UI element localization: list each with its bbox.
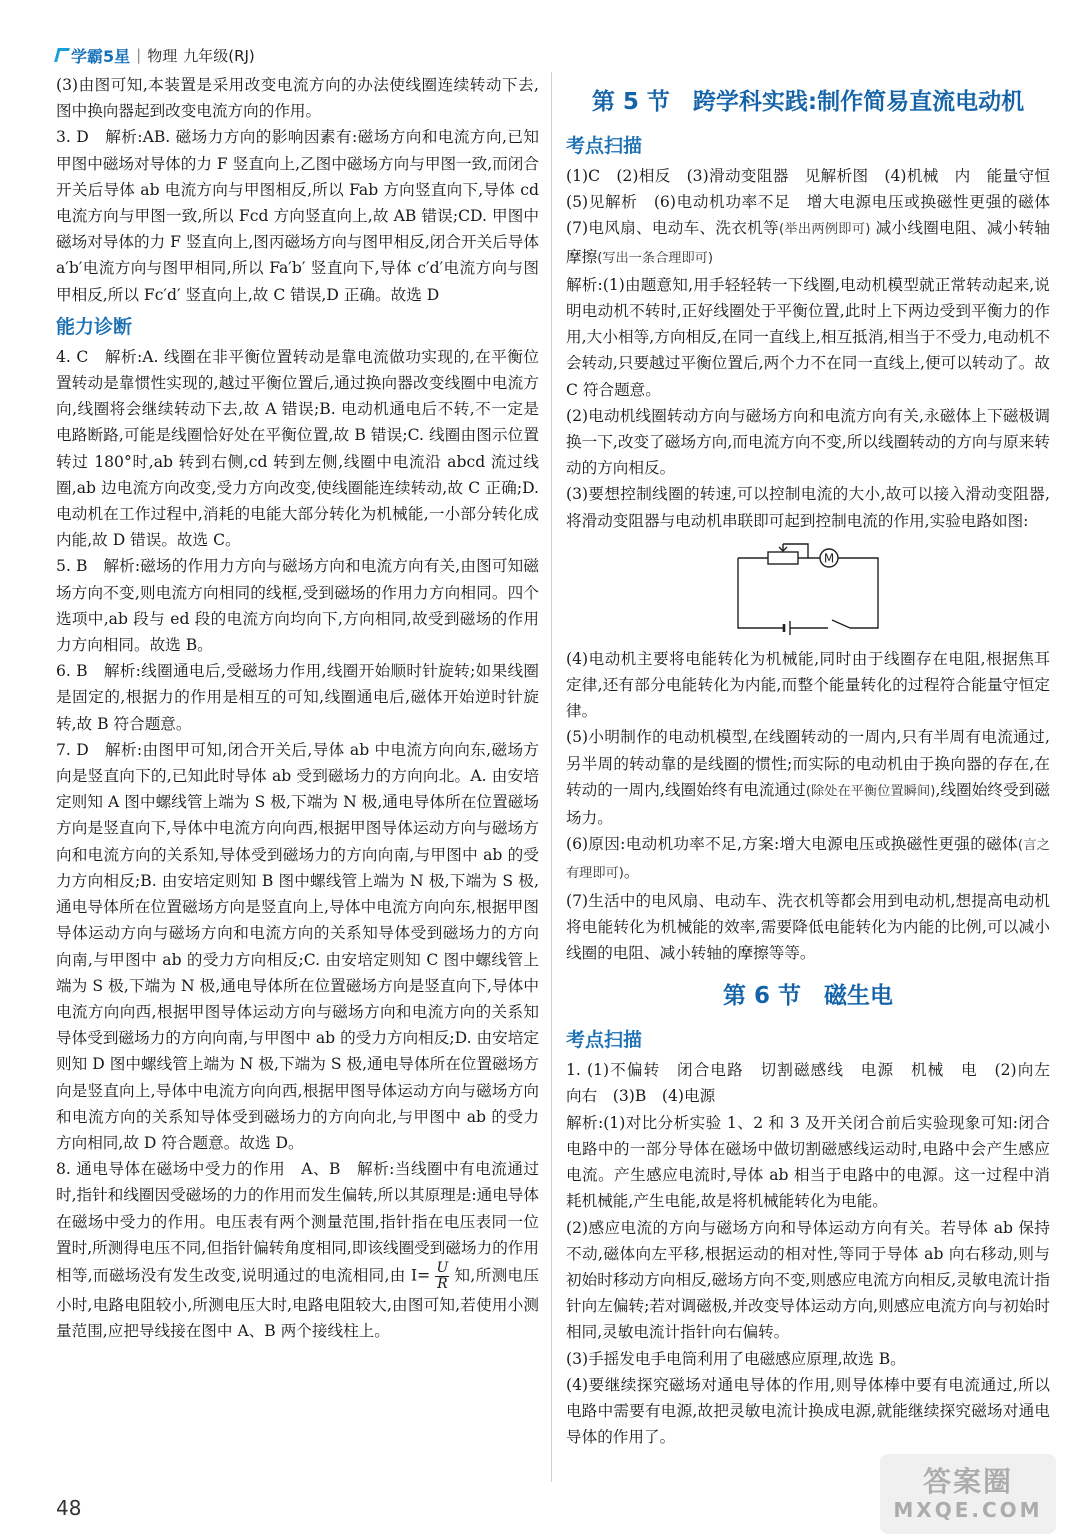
answer-paragraph: (3)由图可知,本装置是采用改变电流方向的办法使线圈连续转动下去,图中换向器起到改变电流方向的作用。 bbox=[56, 76, 539, 121]
fraction-numerator: U bbox=[436, 1259, 449, 1276]
answer-paragraph: 解析:(1)由题意知,用手轻轻转一下线圈,电动机模型就正常转动起来,说明电动机不转时,正好线圈处于平衡位置,此时上下两边受到平衡力的作用,大小相等,方向相反,在同一直线上,相互抵消,相当于不受力,电动机不会转动,只要越过平衡位置后,两个力不在同一直线上,便可以转动了。故 C 符合题意。 bbox=[566, 275, 1050, 399]
section-subheading: 考点扫描 bbox=[566, 1029, 643, 1052]
header-subject: 物理 bbox=[147, 46, 178, 65]
answer-note: (言之有理即可) bbox=[566, 838, 1050, 882]
answer-paragraph: (2)电动机线圈转动方向与磁场方向和电流方向有关,永磁体上下磁极调换一下,改变了磁场方向,而电流方向不变,所以线圈转动的方向与原来转动的方向相反。 bbox=[566, 406, 1050, 478]
answer-paragraph: (3)手摇发电手电筒利用了电磁感应原理,故选 B。 bbox=[566, 1349, 906, 1368]
answer-paragraph: (3)要想控制线圈的转速,可以控制电流的大小,故可以接入滑动变阻器,将滑动变阻器与电动机串联即可起到控制电流的作用,实验电路如图: bbox=[566, 485, 1050, 530]
rheostat-resistor bbox=[768, 552, 798, 564]
answer-text: (6)原因:电动机功率不足,方案:增大电源电压或换磁性更强的磁体 bbox=[566, 835, 1018, 854]
answer-paragraph: 6. B 解析:线圈通电后,受磁场力作用,线圈开始顺时针旋转;如果线圈是固定的,根据力的作用是相互的可知,线圈通电后,磁体开始逆时针旋转,故 B 符合题意。 bbox=[56, 662, 539, 733]
rheostat-slider-wire bbox=[783, 544, 808, 558]
site-watermark bbox=[880, 1454, 1056, 1534]
answer-paragraph: 3. D 解析:AB. 磁场力方向的影响因素有:磁场方向和电流方向,已知甲图中磁场对导体的力 F 竖直向上,乙图中磁场方向与甲图一致,而闭合开关后导体 ab 电流方向与甲图相反,所以 Fab 方向竖直向下,导体 cd 电流方向与甲图一致,所以 Fcd 方向竖直向上,故 AB 错误;CD. 甲图中磁场对导体的力 F 竖直向上,图丙磁场方向与图甲相反,闭合开关后导体 a′b′电流方向与图甲相同,所以 Fa′b′ 竖直向下,导体 c′d′电流方向与图甲相反,所以 Fc′d′ 竖直向上,故 C 错误,D 正确。故选 D bbox=[56, 128, 539, 304]
circuit-diagram bbox=[728, 540, 888, 640]
watermark-text: 答案圈 bbox=[922, 1465, 1013, 1498]
answer-paragraph: (2)感应电流的方向与磁场方向和导体运动方向有关。若导体 ab 保持不动,磁体向左平移,根据运动的相对性,等同于导体 ab 向右移动,则与初始时移动方向相反,磁场方向不变,则感应电流方向相反,灵敏电流计指针向左偏转;若对调磁极,并改变导体运动方向,则感应电流方向与初始时相同,灵敏电流计指针向右偏转。 bbox=[566, 1218, 1050, 1342]
answer-text: 减小线圈电阻、减小转轴摩擦 bbox=[566, 219, 1050, 266]
watermark-url: MXQE.COM bbox=[893, 1498, 1043, 1522]
header-separator: | bbox=[136, 46, 142, 64]
answer-paragraph: (7)生活中的电风扇、电动车、洗衣机等都会用到电动机,想提高电动机将电能转化为机械能的效率,需要降低电能转化为内能的比例,可以减小线圈的电阻、减小转轴的摩擦等等。 bbox=[566, 891, 1050, 963]
circuit-wire bbox=[838, 558, 878, 628]
answer-paragraph bbox=[566, 163, 1066, 272]
answer-text: ,线圈始终受到磁场力。 bbox=[566, 780, 1050, 828]
answer-text: (5)小明制作的电动机模型,在线圈转动的一周内,只有半周有电流通过,另半周的转动靠的是线圈的惯性;而实际的电动机由于换向器的存在,在转动的一周内,线圈始终有电流通过 bbox=[566, 728, 1050, 799]
switch-blade bbox=[832, 620, 850, 628]
right-column bbox=[566, 72, 1066, 1450]
answer-paragraph: 5. B 解析:磁场的作用力方向与磁场方向和电流方向有关,由图可知磁场方向不变,则电流方向相同的线框,受到磁场的作用力方向相同。四个选项中,ab 段与 ed 段的电流方向均向下,方向相同,故受到磁场的作用力方向相同。故选 B。 bbox=[56, 557, 539, 655]
answer-paragraph: 7. D 解析:由图甲可知,闭合开关后,导体 ab 中电流方向向东,磁场方向是竖直向下的,已知此时导体 ab 受到磁场力的方向向北。A. 由安培定则知 A 图中螺线管上端为 S 极,下端为 N 极,通电导体所在位置磁场方向是竖直向下,导体中电流方向向西,根据甲图导体运动方向与磁场方向和电流方向的关系知,导体受到磁场力的方向向南,与甲图中 ab 的受力方向相反;B. 由安培定则知 B 图中螺线管上端为 N 极,下端为 S 极,通电导体所在位置磁场方向是竖直向上,导体中电流方向向东,根据甲图导体运动方向与磁场方向和电流方向的关系知导体受到磁场力的方向向南,与甲图中 ab 的受力方向相反;C. 由安培定则知 C 图中螺线管上端为 S 极,下端为 N 极,通电导体所在位置磁场方向是竖直向下,导体中电流方向向西,根据甲图导体运动方向与磁场方向和电流方向的关系知导体受到磁场力的方向向南,与甲图中 ab 的受力方向相反;D. 由安培定则知 D 图中螺线管上端为 N 极,下端为 S 极,通电导体所在位置磁场方向是竖直向上,导体中电流方向向西,根据甲图导体运动方向与磁场方向和电流方向的关系知导体受到磁场力的方向向北,与甲图中 ab 的受力方向相同,故 D 符合题意。故选 D。 bbox=[56, 740, 539, 1152]
section-title: 第 6 节 磁生电 bbox=[722, 983, 894, 1010]
answer-text: 知,所测电压小时,电路电阻较小,所测电压大时,电路电阻较大,由图可知,若使用小测量范围,应把导线接在图中 A、B 两个接线柱上。 bbox=[56, 1266, 539, 1341]
answer-note: (举出两例即可) bbox=[778, 222, 871, 238]
section-title: 第 5 节 跨学科实践:制作简易直流电动机 bbox=[591, 89, 1025, 115]
page-header bbox=[56, 42, 255, 68]
brand-name: 学霸5星 bbox=[71, 46, 131, 66]
answer-paragraph bbox=[566, 724, 1050, 831]
answer-text: 。 bbox=[623, 863, 640, 882]
answer-paragraph bbox=[56, 1156, 539, 1344]
answer-note: (写出一条合理即可) bbox=[597, 250, 713, 266]
section-subheading: 能力诊断 bbox=[56, 315, 133, 338]
circuit-wire bbox=[738, 558, 784, 628]
answer-paragraph: (4)电动机主要将电能转化为机械能,同时由于线圈存在电阻,根据焦耳定律,还有部分电能转化为内能,而整个能量转化的过程符合能量守恒定律。 bbox=[566, 649, 1050, 721]
brand-flag-icon bbox=[54, 48, 70, 62]
answer-paragraph: 4. C 解析:A. 线圈在非平衡位置转动是靠电流做功实现的,在平衡位置转动是靠惯性实现的,越过平衡位置后,通过换向器改变线圈中电流方向,线圈将会继续转动下去,故 A 错误;B. 电动机通电后不转,不一定是电路断路,可能是线圈恰好处在平衡位置,故 B 错误;C. 线圈由图示位置转过 180°时,ab 转到右侧,cd 转到左侧,线圈中电流沿 abcd 流过线圈,ab 边电流方向改变,受力方向改变,使线圈能连续转动,故 C 正确;D. 电动机在工作过程中,消耗的电能大部分转化为机械能,一小部分转化成内能,故 D 错误。故选 C。 bbox=[56, 347, 539, 550]
column-divider bbox=[551, 72, 552, 1482]
answer-note: (除处在平衡位置瞬间) bbox=[805, 783, 936, 799]
answer-text: 8. 通电导体在磁场中受力的作用 A、B 解析:当线圈中有电流通过时,指针和线圈因受磁场的力的作用而发生偏转,所以其原理是:通电导体在磁场中受力的作用。电压表有两个测量范围,指针指在电压表同一位置时,所测得电压不同,但指针偏转角度相同,即该线圈受到磁场力的作用相等,而磁场没有发生改变,说明通过的电流相同,由 I= bbox=[56, 1160, 539, 1285]
answer-paragraph: (4)要继续探究磁场对通电导体的作用,则导体棒中要有电流通过,所以电路中需要有电源,故把灵敏电流计换成电源,就能继续探究磁场对通电导体的作用了。 bbox=[566, 1375, 1050, 1447]
header-grade: 九年级(RJ) bbox=[183, 46, 255, 65]
fraction-denominator: R bbox=[437, 1275, 448, 1292]
section-subheading: 考点扫描 bbox=[566, 135, 643, 157]
page-number: 48 bbox=[56, 1496, 82, 1520]
answer-paragraph: 解析:(1)对比分析实验 1、2 和 3 及开关闭合前后实验现象可知:闭合电路中的一部分导体在磁场中做切割磁感线运动时,电路中会产生感应电流。产生感应电流时,导体 ab 相当于电路中的电源。这一过程中消耗机械能,产生电能,故是将机械能转化为电能。 bbox=[566, 1113, 1050, 1211]
answer-paragraph: 1. (1)不偏转 闭合电路 切割磁感线 电源 机械 电 (2)向左 向右 (3)B (4)电源 bbox=[566, 1061, 1066, 1106]
answer-text: (1)C (2)相反 (3)滑动变阻器 见解析图 (4)机械 内 能量守恒 (5)见解析 (6)电动机功率不足 增大电源电压或换磁性更强的磁体 (7)电风扇、电动车、洗衣机等 bbox=[566, 167, 1066, 238]
answer-paragraph bbox=[566, 831, 1050, 887]
motor-label: M bbox=[823, 551, 835, 566]
brand-logo bbox=[56, 44, 130, 67]
ohm-fraction bbox=[435, 1261, 449, 1292]
left-column bbox=[56, 72, 539, 1344]
